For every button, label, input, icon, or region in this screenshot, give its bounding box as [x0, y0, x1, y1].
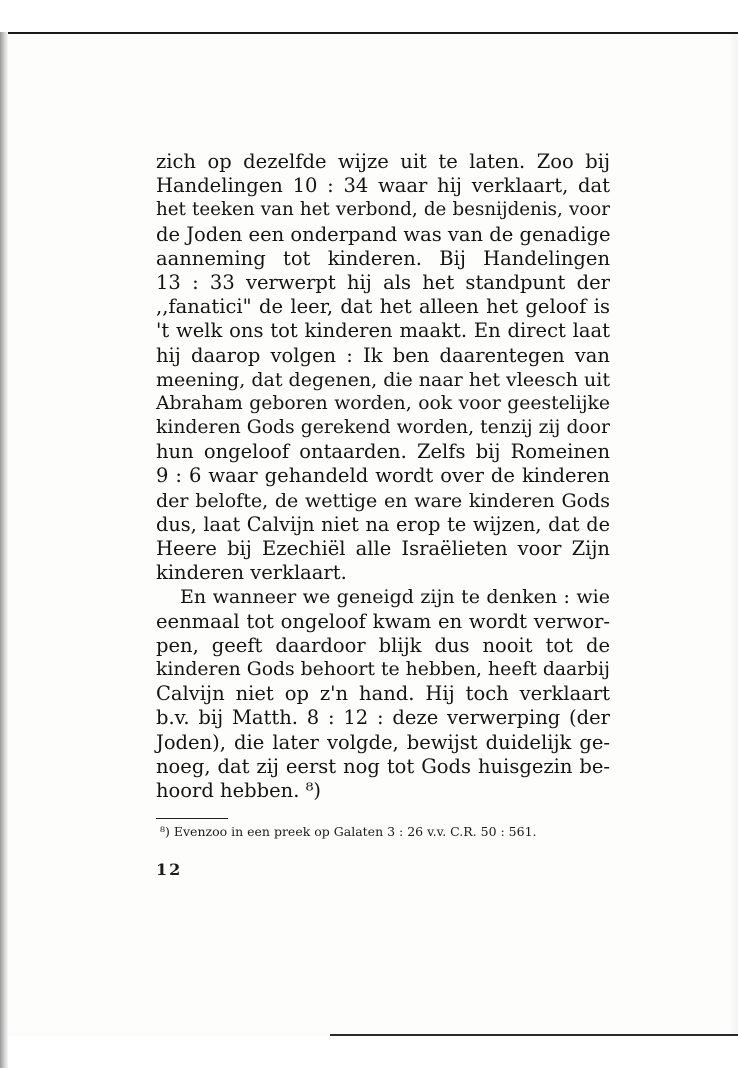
text-line: der belofte, de wettige en ware kinderen Gods — [156, 489, 610, 512]
text-line: b.v. bij Matth. 8 : 12 : deze verwerping (der — [156, 706, 610, 730]
text-line: pen, geeft daardoor blijk dus nooit tot de — [156, 633, 610, 657]
text-line: 13 : 33 verwerpt hij als het standpunt der — [156, 270, 610, 294]
page-number: 12 — [156, 860, 183, 879]
text-line: Joden), die later volgde, bewijst duidelijk ge- — [156, 730, 610, 754]
text-line: kinderen Gods gerekend worden, tenzij zij door — [156, 417, 610, 439]
text-line: kinderen Gods behoort te hebben, heeft daarbij — [156, 658, 610, 680]
text-line: zich op dezelfde wijze uit te laten. Zoo bij — [156, 150, 610, 173]
text-line: noeg, dat zij eerst nog tot Gods huisgezin be- — [156, 754, 610, 778]
text-line: hij daarop volgen : Ik ben daarentegen van — [156, 343, 610, 367]
text-line: Abraham geboren worden, ook voor geestelijke — [156, 392, 610, 414]
text-line: het teeken van het verbond, de besnijdenis, voor — [156, 199, 610, 221]
text-line: Handelingen 10 : 34 waar hij verklaart, dat — [156, 174, 610, 198]
text-line: 't welk ons tot kinderen maakt. En direct laat — [156, 319, 610, 343]
text-line: Calvijn niet op z'n hand. Hij toch verklaart — [156, 682, 610, 706]
page-left-edge — [0, 32, 8, 1068]
body-text — [156, 150, 610, 803]
footnote-separator — [156, 818, 228, 819]
text-line: ,,fanatici" de leer, dat het alleen het geloof is — [156, 295, 610, 319]
text-line: hoord hebben. ⁸) — [156, 778, 322, 802]
text-line: de Joden een onderpand was van de genadige — [156, 222, 611, 246]
text-line: kinderen verklaart. — [156, 561, 347, 585]
text-line: meening, dat degenen, die naar het vleesch uit — [156, 368, 610, 391]
footnote: ⁸) Evenzoo in een preek op Galaten 3 : 26 v.v. C.R. 50 : 561. — [160, 824, 537, 839]
page-bottom-edge — [330, 1034, 738, 1036]
text-line: 9 : 6 waar gehandeld wordt over de kinderen — [156, 464, 610, 488]
page-right-edge — [730, 34, 738, 1034]
text-line: aanneming tot kinderen. Bij Handelingen — [156, 246, 610, 270]
text-line: hun ongeloof ontaarden. Zelfs bij Romeinen — [156, 440, 610, 464]
text-line: Heere bij Ezechiël alle Israëlieten voor Zijn — [156, 537, 610, 560]
text-line: eenmaal tot ongeloof kwam en wordt verwor- — [156, 609, 610, 633]
paragraph-start-line: En wanneer we geneigd zijn te denken : wie — [180, 586, 610, 609]
text-line: dus, laat Calvijn niet na erop te wijzen, dat de — [156, 512, 610, 536]
